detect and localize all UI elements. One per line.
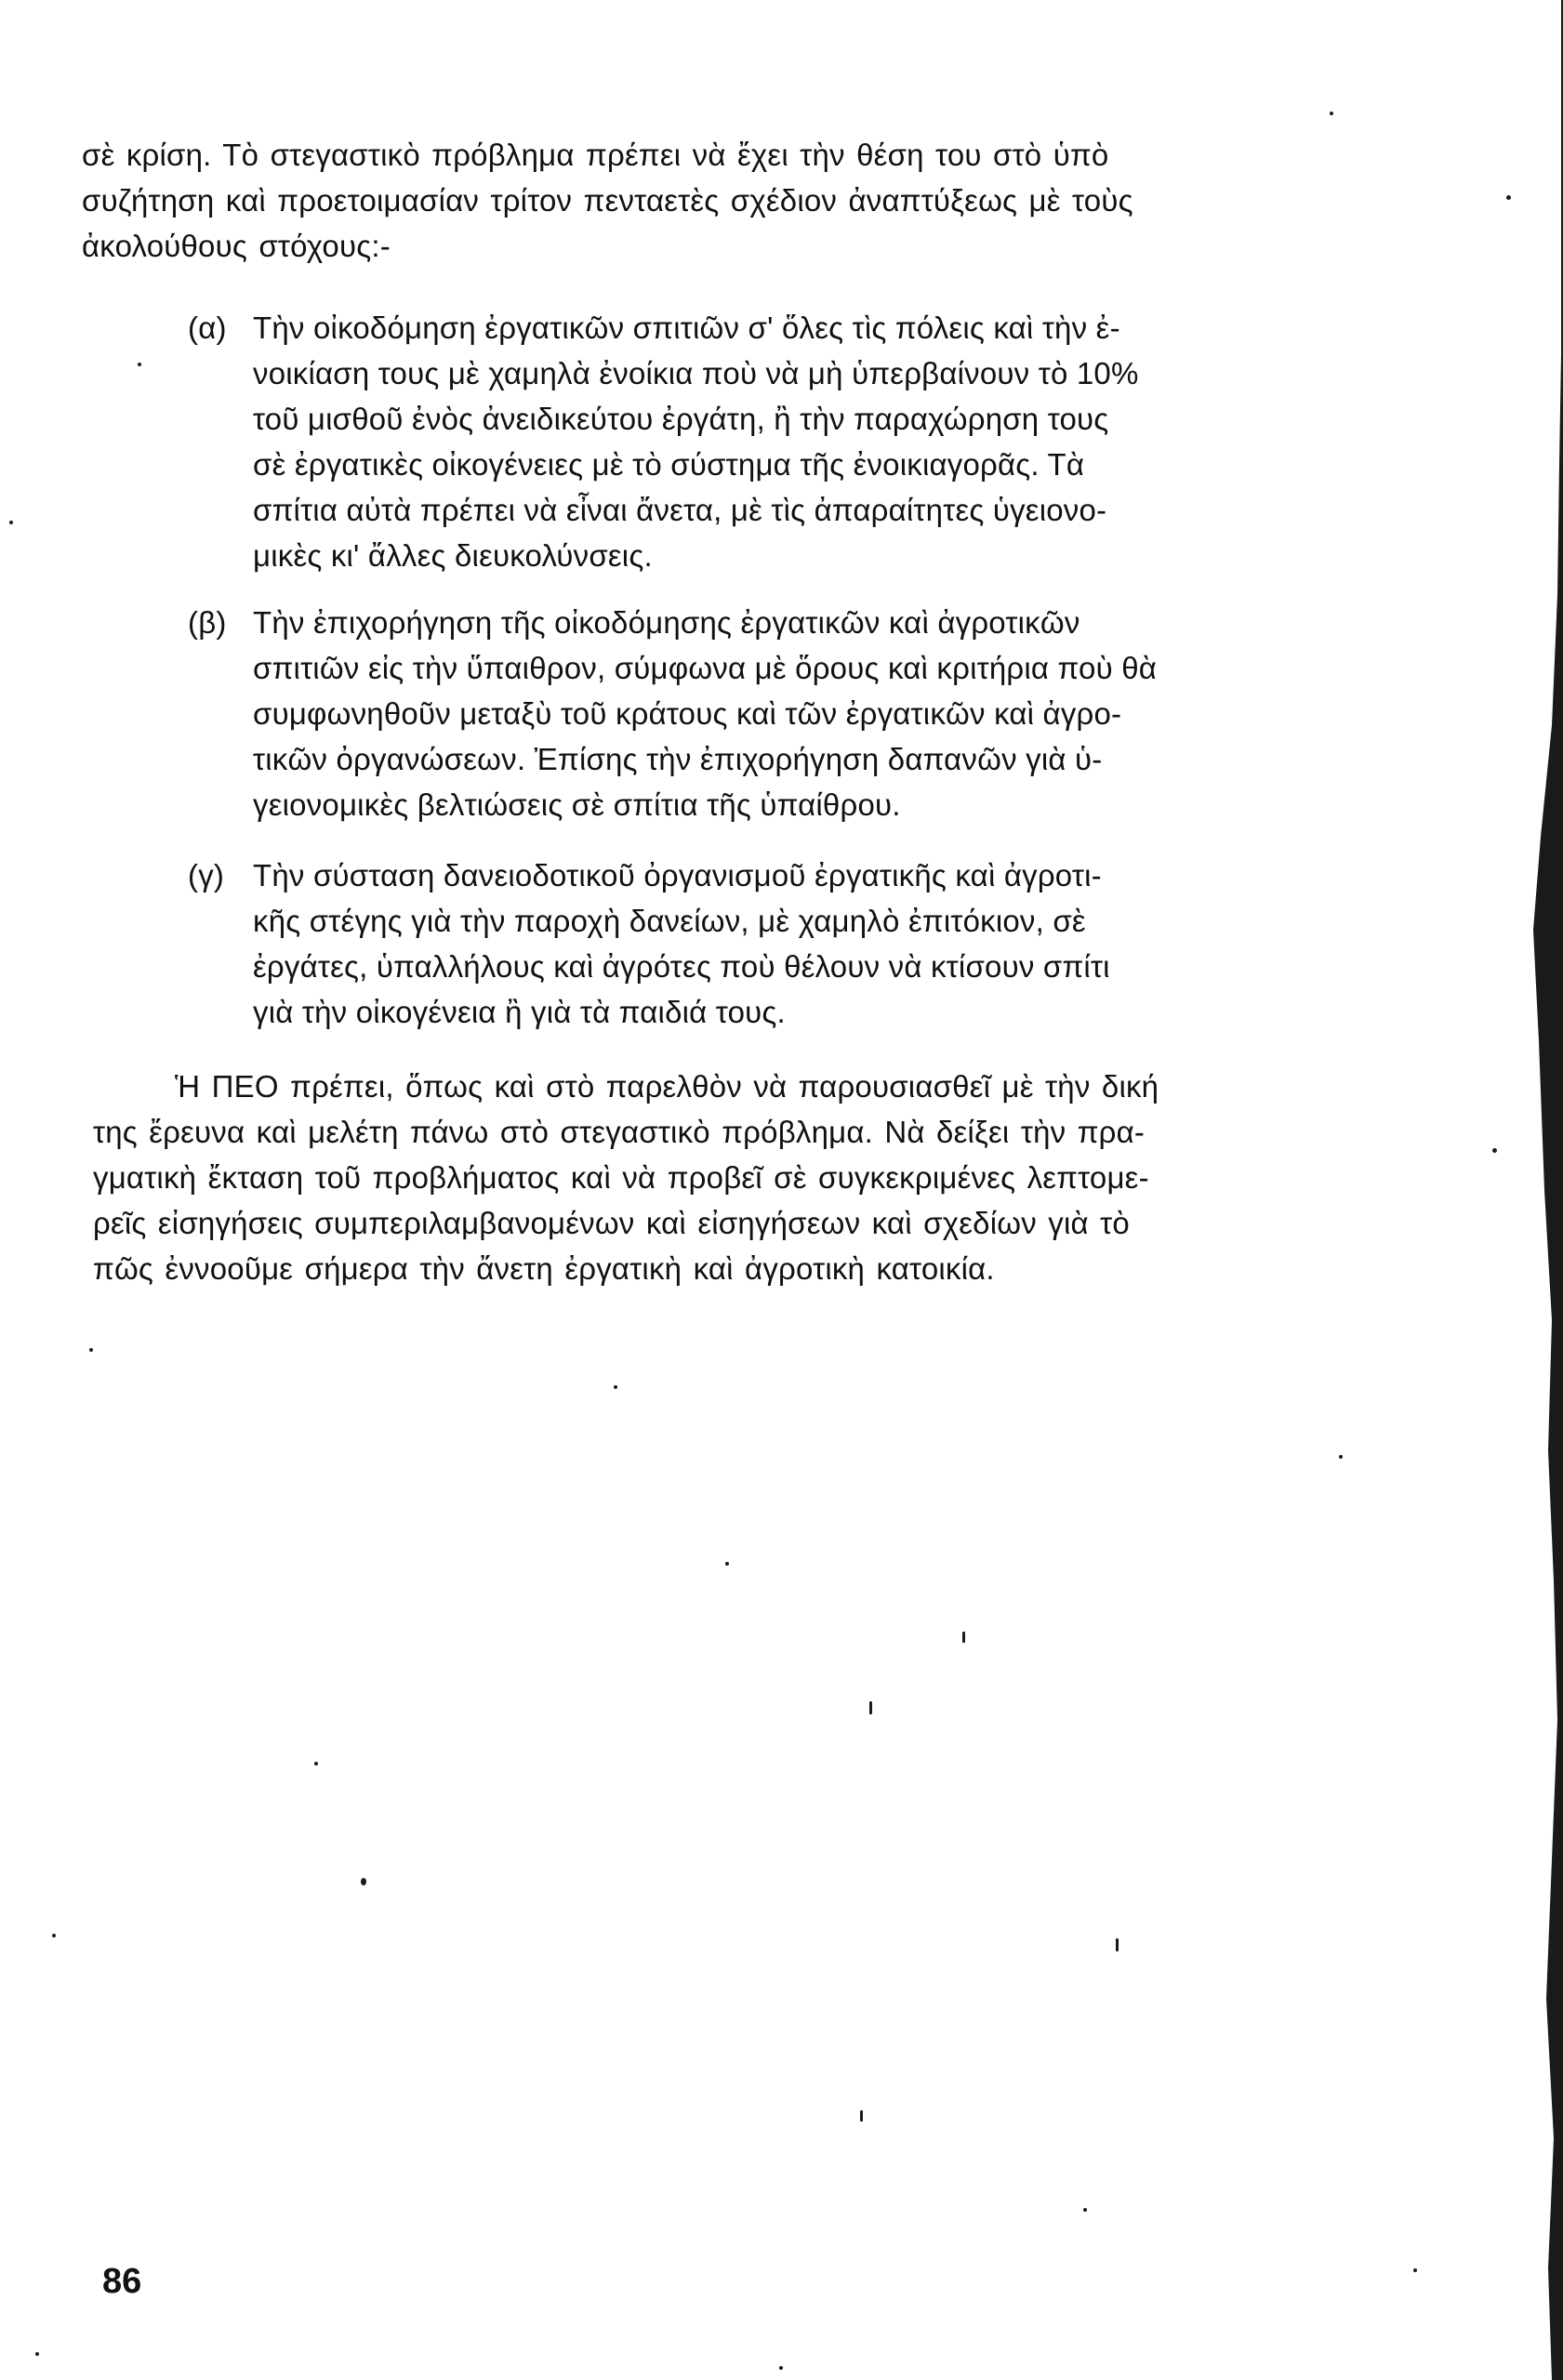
list-item-body: [253, 600, 1369, 827]
list-item-line: τοῦ μισθοῦ ἐνὸς ἀνειδικεύτου ἐργάτη, ἢ τὴν παραχώρηση τους: [253, 402, 1109, 436]
scan-speck: [1506, 195, 1511, 200]
closing-line: της ἔρευνα καὶ μελέτη πάνω στὸ στεγαστικὸ πρόβλημα. Νὰ δείξει τὴν πρα-: [93, 1115, 1146, 1149]
scan-speck: [9, 521, 13, 524]
intro-line: ἀκολούθους στόχους:-: [82, 229, 391, 263]
list-item-body: [253, 853, 1369, 1035]
scan-speck: [35, 2352, 39, 2356]
list-item-body: [253, 305, 1369, 578]
page-number: 86: [102, 2262, 142, 2301]
list-item-line: τικῶν ὀργανώσεων. Ἐπίσης τὴν ἐπιχορήγηση δαπανῶν γιὰ ὑ-: [253, 742, 1103, 776]
list-item-line: Τὴν ἐπιχορήγηση τῆς οἰκοδόμησης ἐργατικῶν καὶ ἀγροτικῶν: [253, 605, 1080, 640]
list-marker: (β): [188, 605, 227, 640]
list-item-line: συμφωνηθοῦν μεταξὺ τοῦ κράτους καὶ τῶν ἐργατικῶν καὶ ἀγρο-: [253, 696, 1122, 731]
list-item-line: γειονομικὲς βελτιώσεις σὲ σπίτια τῆς ὑπαίθρου.: [253, 787, 901, 822]
list-marker: (α): [188, 311, 227, 345]
intro-line: συζήτηση καὶ προετοιμασίαν τρίτον πενταετὲς σχέδιον ἀναπτύξεως μὲ τοὺς: [82, 183, 1133, 218]
list-item-line: ἐργάτες, ὑπαλλήλους καὶ ἀγρότες ποὺ θέλουν νὰ κτίσουν σπίτι: [253, 949, 1110, 984]
closing-line: ρεῖς εἰσηγήσεις συμπεριλαμβανομένων καὶ εἰσηγήσεων καὶ σχεδίων γιὰ τὸ: [93, 1206, 1130, 1240]
list-item-line: Τὴν σύσταση δανειοδοτικοῦ ὀργανισμοῦ ἐργατικῆς καὶ ἀγροτι-: [253, 858, 1102, 892]
scan-speck: [52, 1934, 56, 1937]
list-item-line: Τὴν οἰκοδόμηση ἐργατικῶν σπιτιῶν σ' ὅλες τὶς πόλεις καὶ τὴν ἐ-: [253, 311, 1120, 345]
scan-speck: [89, 1348, 93, 1352]
list-item-line: μικὲς κι' ἄλλες διευκολύνσεις.: [253, 538, 653, 573]
closing-line: Ἡ ΠΕΟ πρέπει, ὅπως καὶ στὸ παρελθὸν νὰ παρουσιασθεῖ μὲ τὴν δική: [175, 1069, 1159, 1104]
scan-speck: [614, 1385, 617, 1389]
closing-line: γματικὴ ἔκταση τοῦ προβλήματος καὶ νὰ προβεῖ σὲ συγκεκριμένες λεπτομε-: [93, 1160, 1149, 1195]
scan-speck: [1492, 1148, 1497, 1153]
scan-speck: [1330, 112, 1333, 115]
list-item-line: σπίτια αὐτὰ πρέπει νὰ εἶναι ἄνετα, μὲ τὶς ἀπαραίτητες ὑγειονο-: [253, 493, 1107, 527]
list-item-line: νοικίαση τους μὲ χαμηλὰ ἐνοίκια ποὺ νὰ μὴ ὑπερβαίνουν τὸ 10%: [253, 356, 1139, 390]
scan-speck: [869, 1701, 872, 1714]
scan-speck: [1083, 2208, 1087, 2212]
list-item-line: κῆς στέγης γιὰ τὴν παροχὴ δανείων, μὲ χαμηλὸ ἐπιτόκιον, σὲ: [253, 904, 1086, 938]
closing-paragraph: [93, 1064, 1395, 1291]
list-marker: (γ): [188, 858, 225, 892]
intro-paragraph: [82, 132, 1384, 269]
list-item-line: σὲ ἐργατικὲς οἰκογένειες μὲ τὸ σύστημα τῆς ἐνοικιαγορᾶς. Τὰ: [253, 447, 1085, 482]
intro-line: σὲ κρίση. Τὸ στεγαστικὸ πρόβλημα πρέπει νὰ ἔχει τὴν θέση του στὸ ὑπὸ: [82, 138, 1109, 172]
scan-speck: [361, 1878, 366, 1885]
closing-line: πῶς ἐννοοῦμε σήμερα τὴν ἄνετη ἐργατικὴ καὶ ἀγροτικὴ κατοικία.: [93, 1251, 995, 1286]
scan-speck: [1339, 1455, 1343, 1459]
scan-speck: [962, 1632, 965, 1643]
scan-speck: [1413, 2268, 1417, 2272]
scan-speck: [779, 2366, 783, 2370]
scan-speck: [314, 1762, 318, 1765]
list-item-line: σπιτιῶν εἰς τὴν ὕπαιθρον, σύμφωνα μὲ ὅρους καὶ κριτήρια ποὺ θὰ: [253, 651, 1158, 685]
scan-edge-decoration: [1520, 0, 1563, 2380]
scan-speck: [725, 1562, 729, 1566]
scan-speck: [138, 363, 141, 366]
scan-speck: [1116, 1938, 1119, 1951]
list-item-line: γιὰ τὴν οἰκογένεια ἢ γιὰ τὰ παιδιά τους.: [253, 995, 786, 1029]
scan-speck: [860, 2110, 863, 2122]
